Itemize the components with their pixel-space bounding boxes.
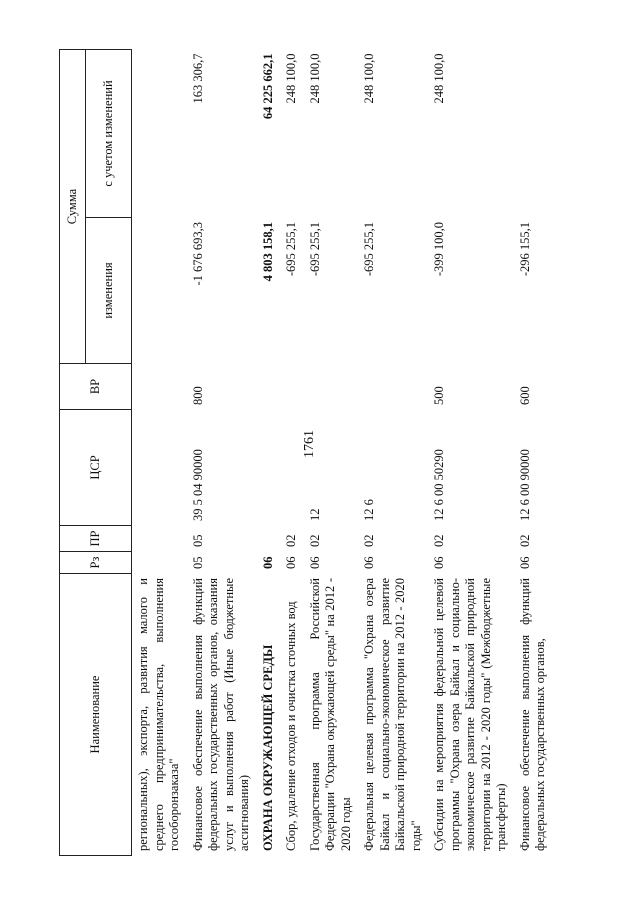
table-row	[304, 50, 359, 856]
row-rz: 06	[517, 556, 532, 569]
header-name: Наименование	[60, 574, 132, 856]
row-total: 248 100,0	[362, 53, 376, 104]
row-changes: 4 803 158,1	[260, 222, 275, 282]
row-total: 248 100,0	[432, 53, 446, 104]
table-header	[60, 50, 132, 856]
budget-table-rotated	[59, 50, 585, 856]
row-pr: 02	[307, 534, 322, 547]
row-vr: 500	[432, 386, 446, 405]
header-pr: ПР	[60, 526, 132, 552]
row-pr	[132, 526, 187, 552]
row-vr	[358, 364, 428, 410]
row-csr	[280, 410, 304, 526]
table-row	[280, 50, 304, 856]
row-vr	[280, 364, 304, 410]
table-row	[187, 50, 257, 856]
row-name: Субсидии на мероприятия федеральной целевой программы "Охрана озера Байкал и социально-экономическое развитие Байкальской природной территории на 2012 - 2020 годы" (Межбюджетные трансферты)	[432, 578, 508, 851]
row-rz: 06	[362, 556, 376, 569]
table-row	[358, 50, 428, 856]
page-number: 1761	[302, 430, 317, 458]
row-vr: 600	[517, 386, 532, 405]
row-changes: -399 100,0	[432, 222, 446, 277]
row-vr	[132, 364, 187, 410]
row-name: ОХРАНА ОКРУЖАЮЩЕЙ СРЕДЫ	[260, 644, 275, 851]
row-changes: -296 155,1	[517, 222, 532, 277]
row-changes: -695 255,1	[362, 222, 376, 277]
row-total: 163 306,7	[190, 53, 205, 104]
row-csr: 12 6 00 50290	[432, 449, 446, 521]
row-vr	[257, 364, 281, 410]
row-changes: -695 255,1	[284, 222, 298, 277]
row-rz: 06	[307, 556, 322, 569]
row-csr: 12 6	[362, 499, 376, 521]
row-total: 248 100,0	[284, 53, 298, 104]
row-rz: 06	[432, 556, 446, 569]
row-vr: 800	[190, 386, 205, 405]
row-name: Государственная программа Российской Федерации "Охрана окружающей среды" на 2012 - 2020 годы	[307, 578, 353, 851]
row-total: 64 225 662,1	[260, 53, 275, 120]
row-pr: 02	[517, 534, 532, 547]
row-changes	[132, 218, 187, 364]
header-vr: ВР	[60, 364, 132, 410]
table-row	[514, 50, 553, 856]
row-csr	[132, 410, 187, 526]
budget-table	[59, 49, 553, 856]
row-name: Сбор, удаление отходов и очистка сточных вод	[284, 601, 298, 851]
row-changes: -695 255,1	[307, 222, 322, 277]
row-total: 248 100,0	[307, 53, 322, 104]
row-pr: 02	[284, 534, 298, 547]
row-pr: 02	[432, 534, 446, 547]
row-csr: 39 5 04 90000	[190, 449, 205, 521]
row-rz: 05	[190, 556, 205, 569]
table-row	[132, 50, 187, 856]
row-total	[514, 50, 553, 218]
header-with-changes: с учетом изменений	[86, 50, 132, 218]
row-name: Финансовое обеспечение выполнения функций федеральных государственных органов,	[517, 578, 547, 851]
row-changes: -1 676 693,3	[190, 222, 205, 286]
row-pr: 02	[362, 534, 376, 547]
row-csr	[257, 410, 281, 526]
header-changes: изменения	[86, 218, 132, 364]
row-pr: 05	[190, 534, 205, 547]
header-sum: Сумма	[60, 50, 86, 364]
row-name: Финансовое обеспечение выполнения функций федеральных государственных органов, оказания услуг и выполнения работ (Иные бюджетные ассигнования)	[190, 578, 251, 851]
row-csr: 12 6 00 90000	[517, 449, 532, 521]
header-rz: Рз	[60, 552, 132, 574]
row-rz: 06	[260, 556, 275, 569]
table-body	[132, 50, 553, 856]
row-name: Федеральная целевая программа "Охрана озера Байкал и социально-экономическое развитие Байкальской природной территории на 2012 - 2020 годы"	[362, 578, 423, 851]
header-csr: ЦСР	[60, 410, 132, 526]
row-total	[132, 50, 187, 218]
row-rz	[132, 552, 187, 574]
row-rz: 06	[284, 556, 298, 569]
row-csr: 12	[307, 508, 322, 521]
row-pr	[257, 526, 281, 552]
table-row	[257, 50, 281, 856]
row-name: региональных), экспорта, развития малого и среднего предпринимательства, выполнения гособоронзаказа"	[136, 578, 181, 851]
row-vr	[304, 364, 359, 410]
table-row	[428, 50, 514, 856]
